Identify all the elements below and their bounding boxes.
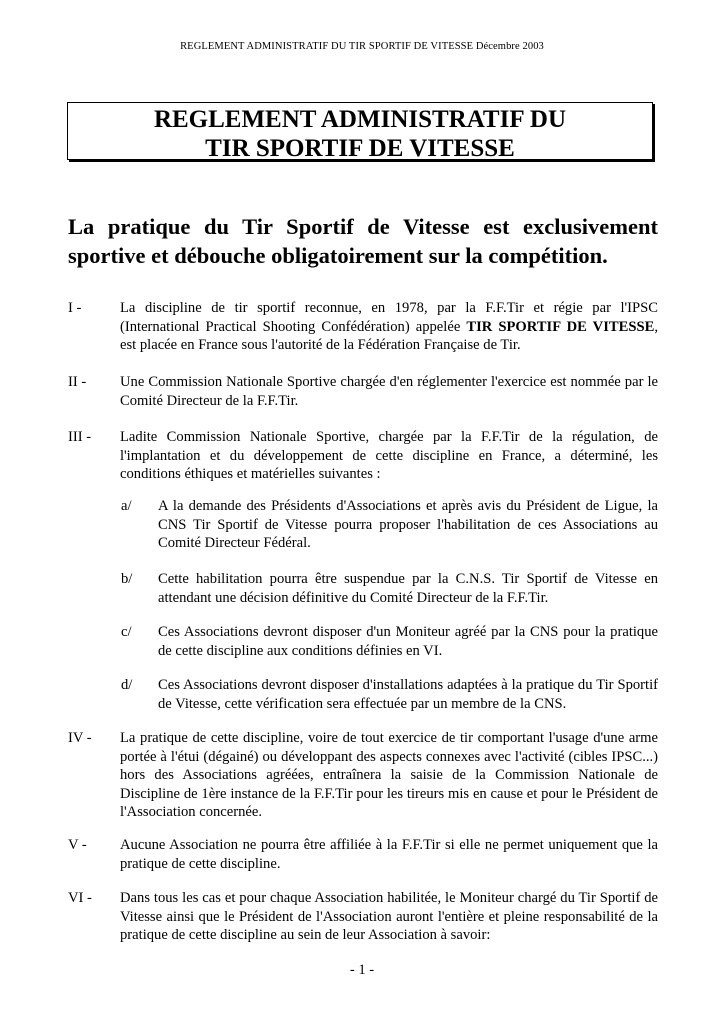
sub-item-b: [121, 570, 658, 607]
sub-item-text: Ces Associations devront disposer d'installations adaptées à la pratique du Tir Sportif de Vitesse, cette vérification sera effectuée par un membre de la CNS.: [158, 677, 658, 712]
section-text: Une Commission Nationale Sportive chargée d'en réglementer l'exercice est nommée par le Comité Directeur de la F.F.Tir.: [120, 374, 658, 409]
section-iii: [68, 428, 658, 484]
section-text: Aucune Association ne pourra être affiliée à la F.F.Tir si elle ne permet uniquement que la pratique de cette discipline.: [120, 837, 658, 872]
running-header: REGLEMENT ADMINISTRATIF DU TIR SPORTIF DE VITESSE Décembre 2003: [180, 41, 544, 52]
section-number: V -: [68, 837, 87, 853]
section-vi: [68, 889, 658, 945]
sub-item-letter: a/: [121, 498, 132, 514]
section-text: La pratique de cette discipline, voire de tout exercice de tir comportant l'usage d'une arme portée à l'étui (dégainé) ou développant des aspects connexes avec l'activité (cibles IPSC...) hors des Associations agréées, entraînera la saisie de la Commission Nationale de Discipline de 1ère instance de la F.F.Tir pour les tireurs mis en cause et pour le Président de l'Association concernée.: [120, 730, 658, 820]
sub-item-letter: d/: [121, 677, 133, 693]
section-iv: [68, 729, 658, 822]
title-line-2: TIR SPORTIF DE VITESSE: [205, 135, 515, 162]
sub-item-c: [121, 623, 658, 660]
sub-item-a: [121, 497, 658, 553]
sub-item-text: Cette habilitation pourra être suspendue par la C.N.S. Tir Sportif de Vitesse en attendant une décision définitive du Comité Directeur de la F.F.Tir.: [158, 571, 658, 606]
section-number: VI -: [68, 890, 92, 906]
document-title-box: [67, 102, 653, 160]
discipline-name: TIR SPORTIF DE VITESSE: [466, 318, 655, 335]
section-i: [68, 299, 658, 355]
sub-item-letter: b/: [121, 571, 133, 587]
page-number: - 1 -: [349, 962, 375, 978]
section-text: Ladite Commission Nationale Sportive, chargée par la F.F.Tir de la régulation, de l'implantation et du développement de cette discipline en France, a déterminé, les conditions éthiques et matérielles suivantes :: [120, 429, 658, 482]
section-text: Dans tous les cas et pour chaque Association habilitée, le Moniteur chargé du Tir Sportif de Vitesse ainsi que le Président de l'Association auront l'entière et pleine responsabilité de la pratique de cette discipline au sein de leur Association à savoir:: [120, 890, 658, 943]
section-text: [120, 299, 658, 355]
subtitle: La pratique du Tir Sportif de Vitesse est exclusivement sportive et débouche obligatoirement sur la compétition.: [68, 214, 658, 268]
section-ii: [68, 373, 658, 410]
section-number: II -: [68, 374, 87, 390]
sub-item-text: A la demande des Présidents d'Associations et après avis du Président de Ligue, la CNS Tir Sportif de Vitesse pourra proposer l'habilitation de ces Associations au Comité Directeur Fédéral.: [158, 498, 658, 551]
title-line-1: REGLEMENT ADMINISTRATIF DU: [153, 106, 567, 133]
sub-item-letter: c/: [121, 624, 132, 640]
section-text-part: La discipline de tir sportif reconnue, en 1978, par la F.F.Tir et régie par l'IPSC (International Practical Shooting Confédération) appelée: [120, 300, 658, 335]
section-number: IV -: [68, 730, 92, 746]
section-v: [68, 836, 658, 873]
sub-item-text: Ces Associations devront disposer d'un Moniteur agréé par la CNS pour la pratique de cette discipline aux conditions définies en VI.: [158, 624, 658, 659]
section-text-part: , est placée en France sous l'autorité de la Fédération Française de Tir.: [120, 318, 658, 353]
section-number: I -: [68, 300, 82, 316]
sub-item-d: [121, 676, 658, 713]
section-number: III -: [68, 429, 92, 445]
